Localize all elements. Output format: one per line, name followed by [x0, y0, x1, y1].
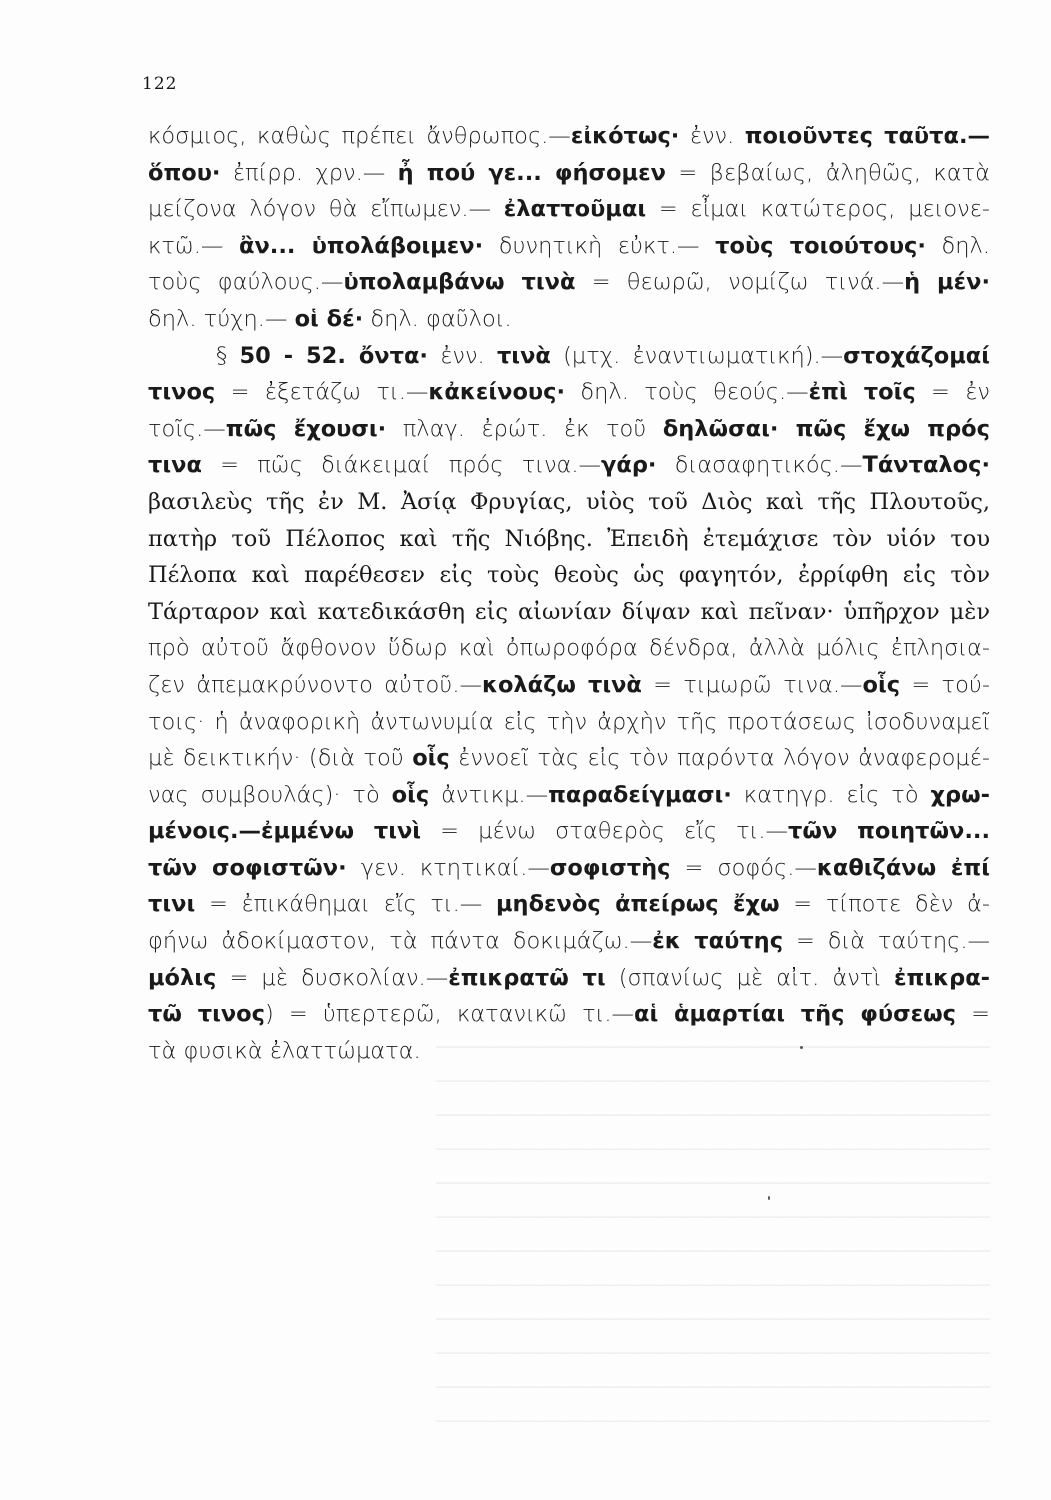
lemma-term: οἷς [412, 745, 450, 772]
gloss-text: δηλ. τοὺς θεούς.— [565, 379, 809, 406]
lemma-term: ἂν... ὑπολάβοιμεν· [239, 232, 484, 259]
paper-speck [768, 1196, 770, 1200]
gloss-text: = τίποτε δὲν ἀ- [779, 891, 990, 918]
lemma-term: παραδείγμασι· [548, 781, 732, 808]
text-line [148, 594, 990, 631]
lemma-term: ἐπικρατῶ τι [448, 964, 606, 991]
gloss-text: μείζονα λόγον θὰ εἴπωμεν.— [148, 196, 504, 223]
text-line [148, 740, 990, 777]
paper-speck [800, 1046, 803, 1049]
lemma-term: στοχάζομαί [843, 342, 990, 369]
text-line [148, 630, 990, 667]
gloss-text: ζεν ἀπεμακρύνοντο αὐτοῦ.— [148, 671, 482, 698]
gloss-text: = ἐν [915, 379, 990, 406]
text-line [148, 521, 990, 558]
lemma-term: σοφιστὴς [549, 854, 671, 881]
lemma-term: ἐπικρα- [894, 964, 990, 991]
gloss-text: = [956, 1001, 990, 1028]
page-number: 122 [142, 74, 178, 94]
lemma-term: εἰκότως· [570, 123, 680, 149]
gloss-text: = διὰ ταύτης.— [783, 928, 990, 955]
gloss-text: ἐπίρρ. χρν.— [220, 159, 398, 186]
gloss-text: ἐννοεῖ τὰς εἰς τὸν παρόντα λόγον ἀναφερομέ- [449, 745, 990, 772]
lemma-term: μένοις.—ἐμμένω τινὶ [148, 818, 422, 845]
gloss-text: = βεβαίως, ἀληθῶς, κατὰ [665, 159, 990, 186]
text-line [148, 777, 990, 814]
text-line [148, 338, 990, 375]
text-line [148, 667, 990, 704]
gloss-text: κτῶ.— [148, 232, 239, 259]
gloss-text: κόσμιος, καθὼς πρέπει ἄνθρωπος.— [148, 123, 571, 149]
gloss-text: (σπανίως μὲ αἰτ. ἀντὶ [605, 964, 895, 991]
gloss-text: ) = ὑπερτερῶ, κατανικῶ τι.— [264, 1001, 635, 1028]
lemma-term: οἷς [862, 671, 901, 698]
gloss-text: ἐνν. [679, 123, 745, 149]
gloss-text: § [216, 342, 240, 369]
lemma-term: δηλῶσαι· πῶς ἔχω πρός [662, 415, 990, 442]
text-line [148, 374, 990, 411]
gloss-text: πατὴρ τοῦ Πέλοπος καὶ τῆς Νιόβης. Ἐπειδὴ ἐτεμάχισε τὸν υἱόν του [148, 525, 990, 552]
lemma-term: ποιοῦντες ταῦτα.— [744, 123, 990, 149]
text-line [148, 191, 990, 228]
text-line [148, 886, 990, 923]
text-line [148, 996, 990, 1033]
text-line [148, 813, 990, 850]
lemma-term: Τάνταλος· [862, 452, 990, 479]
lemma-term: ἐκ ταύτης [652, 928, 784, 955]
lemma-term: τοὺς τοιούτους· [715, 232, 926, 259]
text-line [148, 447, 990, 484]
lemma-term: τινος [148, 379, 216, 406]
text-line [148, 850, 990, 887]
lemma-term: τινα [148, 452, 202, 479]
lemma-term: ὑπολαμβάνω τινὰ [343, 269, 576, 296]
lemma-term: καθιζάνω ἐπί [816, 854, 990, 881]
lemma-term: κἀκείνους· [428, 379, 565, 406]
gloss-text: = εἶμαι κατώτερος, μειονε- [646, 196, 990, 223]
gloss-text: τοῖς.— [148, 415, 226, 442]
lemma-term: μόλις [148, 964, 217, 991]
gloss-text: νας συμβουλάς)· τὸ [148, 781, 392, 808]
gloss-text: βασιλεὺς τῆς ἐν Μ. Ἀσίᾳ Φρυγίας, υἱὸς τοῦ Διὸς καὶ τῆς Πλουτοῦς, [148, 488, 990, 515]
lemma-term: ἦ πού γε... φήσομεν [397, 159, 666, 186]
gloss-text: τοὺς φαύλους.— [148, 269, 344, 296]
gloss-text: πλαγ. ἐρώτ. ἐκ τοῦ [386, 415, 663, 442]
gloss-text: δυνητικὴ εὐκτ.— [483, 232, 716, 259]
gloss-text: τὰ φυσικὰ ἐλαττώματα. [148, 1037, 421, 1064]
gloss-text: διασαφητικός.— [656, 452, 863, 479]
lemma-term: ἡ μέν· [904, 269, 990, 296]
lemma-term: μηδενὸς ἀπείρως ἔχω [496, 891, 780, 918]
gloss-text: = τού- [900, 671, 990, 698]
lemma-term: πῶς ἔχουσι· [225, 415, 387, 442]
lemma-term: κολάζω τινὰ [481, 671, 642, 698]
lemma-term: ἐπὶ τοῖς [808, 379, 916, 406]
text-line [148, 228, 990, 265]
text-line [148, 960, 990, 997]
gloss-text: τοις· ἡ ἀναφορικὴ ἀντωνυμία εἰς τὴν ἀρχὴν τῆς προτάσεως ἰσοδυναμεῖ [148, 708, 990, 735]
gloss-text: Πέλοπα καὶ παρέθεσεν εἰς τοὺς θεοὺς ὡς φαγητόν, ἐρρίφθη εἰς τὸν [148, 562, 990, 589]
lemma-term: οἷς [391, 781, 430, 808]
gloss-text: φήνω ἀδοκίμαστον, τὰ πάντα δοκιμάζω.— [148, 928, 653, 955]
lemma-term: τινι [148, 891, 196, 918]
gloss-text: = τιμωρῶ τινα.— [641, 671, 863, 698]
gloss-text: ἐνν. [427, 342, 497, 369]
text-line [148, 155, 990, 192]
gloss-text: = ἐξετάζω τι.— [215, 379, 429, 406]
gloss-text: (μτχ. ἐναντιωματική).— [550, 342, 844, 369]
gloss-text: = μὲ δυσκολίαν.— [216, 964, 449, 991]
text-line [148, 264, 990, 301]
gloss-text: = ἐπικάθημαι εἴς τι.— [195, 891, 496, 918]
gloss-text: = μένω σταθερὸς εἴς τι.— [421, 818, 789, 845]
lemma-term: τῶν ποιητῶν... [788, 818, 990, 845]
lemma-term: αἱ ἁμαρτίαι τῆς φύσεως [634, 1001, 957, 1028]
text-line [148, 484, 990, 521]
text-line [148, 923, 990, 960]
lemma-term: οἱ δέ· [294, 305, 364, 332]
text-line [148, 557, 990, 594]
lemma-term: τῶ τινος [148, 1001, 265, 1028]
gloss-text: μὲ δεικτικήν· (διὰ τοῦ [148, 745, 413, 772]
gloss-text: κατηγρ. εἰς τὸ [731, 781, 931, 808]
gloss-text: δηλ. φαῦλοι. [363, 305, 512, 332]
text-line [148, 411, 990, 448]
lemma-term: ἐλαττοῦμαι [503, 196, 647, 223]
text-line [148, 1033, 990, 1070]
gloss-text: δηλ. [925, 232, 990, 259]
text-line [148, 704, 990, 741]
bleed-through-texture: ────────────────────────────────────────────── ────────────────────────────────────────────── ────────────────────────────────────────────── ────────────────────────────────────────────── ────────────────────────────────────────────── ────────────────────────────────────────────── ────────────────────────────────────────────── ────────────────────────────────────────────── ────────────────────────────────────────────── ────────────────────────────────────────────── ────────────────────────────────────────────── ────────────────────────────────────────────── [436, 1035, 990, 1433]
gloss-text: δηλ. τύχη.— [148, 305, 295, 332]
gloss-text: γεν. κτητικαί.— [346, 854, 550, 881]
gloss-text: = θεωρῶ, νομίζω τινά.— [575, 269, 905, 296]
lemma-term: γάρ· [601, 452, 657, 479]
lemma-term: τινὰ [496, 342, 551, 369]
commentary-text-block [148, 118, 990, 1069]
gloss-text: = πῶς διάκειμαί πρός τινα.— [201, 452, 602, 479]
lemma-term: 50 - 52. ὄντα· [239, 342, 428, 369]
gloss-text: Τάρταρον καὶ κατεδικάσθη εἰς αἰωνίαν δίψαν καὶ πεῖναν· ὑπῆρχον μὲν [148, 598, 990, 625]
text-line [148, 301, 990, 338]
gloss-text: = σοφός.— [670, 854, 817, 881]
lemma-term: τῶν σοφιστῶν· [148, 854, 347, 881]
lemma-term: ὅπου· [148, 159, 221, 186]
lemma-term: χρω- [930, 781, 990, 808]
gloss-text: ἀντικμ.— [429, 781, 549, 808]
text-line [148, 118, 990, 155]
gloss-text: πρὸ αὐτοῦ ἄφθονον ὕδωρ καὶ ὀπωροφόρα δένδρα, ἀλλὰ μόλις ἐπλησια- [148, 635, 990, 662]
